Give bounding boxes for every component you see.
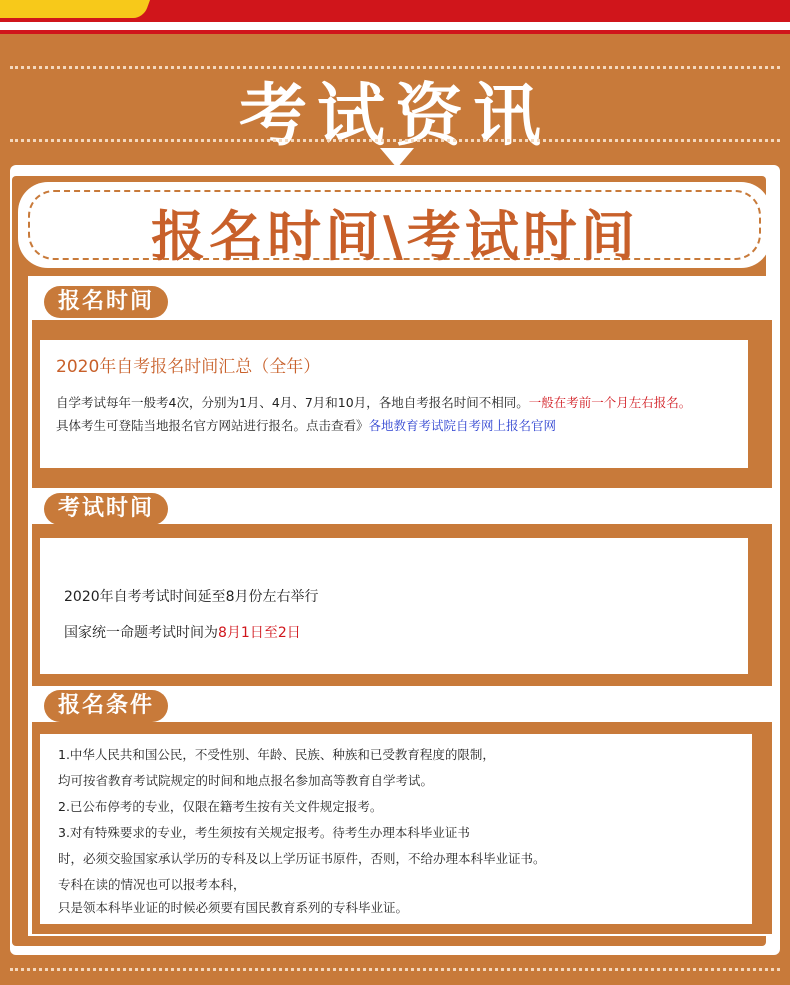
exam-date-highlight: 8月1日至2日 <box>218 625 301 641</box>
label-registration-time: 报名时间 <box>44 286 168 318</box>
condition-line: 时，必须交验国家承认学历的专科及以上学历证书原件，否则，不给办理本科毕业证书。 <box>58 851 546 866</box>
page-title: 考试资讯 <box>238 77 551 156</box>
panel-exam-time-inner <box>40 538 748 674</box>
condition-line: 2.已公布停考的专业，仅限在籍考生按有关文件规定报考。 <box>58 799 383 814</box>
top-banner <box>0 0 790 34</box>
condition-line: 均可按省教育考试院规定的时间和地点报名参加高等教育自学考试。 <box>58 773 434 788</box>
divider-mid <box>10 139 780 142</box>
exam-line-2-text: 国家统一命题考试时间为 <box>64 625 218 641</box>
registration-heading: 2020年自考报名时间汇总（全年） <box>56 357 321 377</box>
registration-line-1-text: 自学考试每年一般考4次，分别为1月、4月、7月和10月，各地自考报名时间不相同。 <box>56 395 529 410</box>
condition-line: 1.中华人民共和国公民，不受性别、年龄、民族、种族和已受教育程度的限制， <box>58 747 495 762</box>
banner-yellow-tab <box>0 0 150 18</box>
registration-line-2 <box>56 416 556 434</box>
banner-underline <box>0 30 790 34</box>
condition-line: 3.对有特殊要求的专业，考生须按有关规定报考。待考生办理本科毕业证书 <box>58 825 470 840</box>
label-exam-time: 考试时间 <box>44 493 168 525</box>
exam-line-2 <box>64 622 301 642</box>
registration-line-2-text: 具体考生可登陆当地报名官方网站进行报名。点击查看》 <box>56 418 369 433</box>
divider-bottom <box>10 968 780 971</box>
condition-line: 专科在读的情况也可以报考本科， <box>58 877 246 892</box>
registration-highlight: 一般在考前一个月左右报名。 <box>528 395 692 410</box>
registration-line-1 <box>56 393 691 411</box>
registration-official-site-link[interactable]: 各地教育考试院自考网上报名官网 <box>368 418 557 433</box>
section-subtitle: 报名时间\考试时间 <box>151 205 639 268</box>
exam-line-1: 2020年自考考试时间延至8月份左右举行 <box>64 589 319 605</box>
condition-line: 只是领本科毕业证的时候必须要有国民教育系列的专科毕业证。 <box>58 900 409 915</box>
label-conditions: 报名条件 <box>44 690 168 722</box>
